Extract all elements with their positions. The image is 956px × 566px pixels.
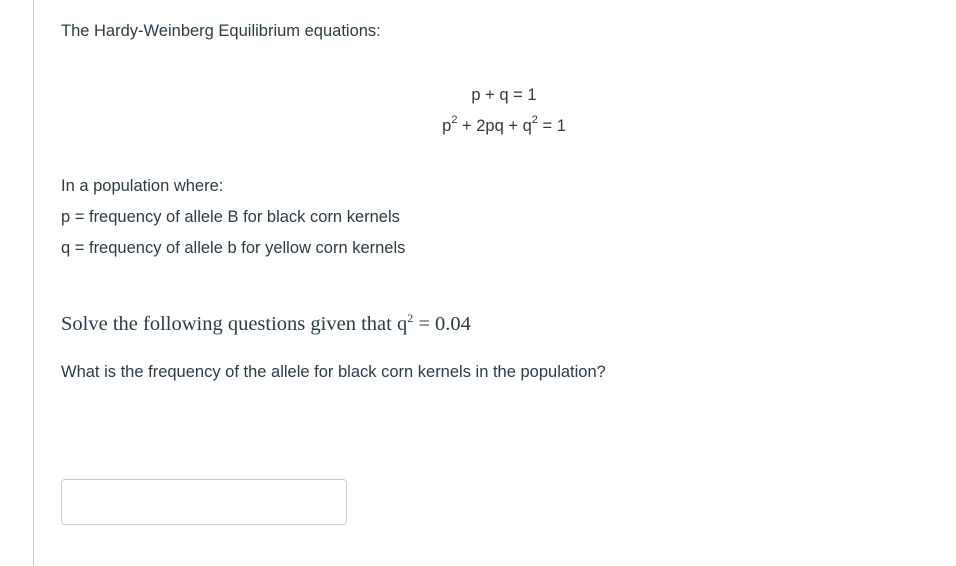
definitions-heading: In a population where: [61, 177, 224, 195]
equation-square-p: p [442, 117, 452, 135]
equation-square [0, 111, 956, 142]
equations-block [0, 80, 956, 142]
p-definition: p = frequency of allele B for black corn kernels [61, 208, 400, 226]
equation-square-tail: = 1 [537, 117, 566, 135]
equation-square-middle: + 2pq + q [457, 117, 532, 135]
answer-input[interactable] [61, 479, 347, 525]
solve-prefix: Solve the following questions given that q [61, 313, 408, 335]
intro-text: The Hardy-Weinberg Equilibrium equations: [61, 22, 381, 40]
definitions-block [61, 174, 405, 267]
solve-exponent: 2 [407, 311, 414, 326]
solve-instruction [61, 310, 471, 338]
solve-suffix: = 0.04 [413, 313, 471, 335]
q-definition: q = frequency of allele b for yellow corn kernels [61, 239, 406, 257]
equation-sum: p + q = 1 [471, 86, 537, 104]
equation-square-p-exponent: 2 [451, 113, 458, 126]
equation-square-q-exponent: 2 [531, 113, 538, 126]
question-text: What is the frequency of the allele for black corn kernels in the population? [61, 363, 606, 381]
